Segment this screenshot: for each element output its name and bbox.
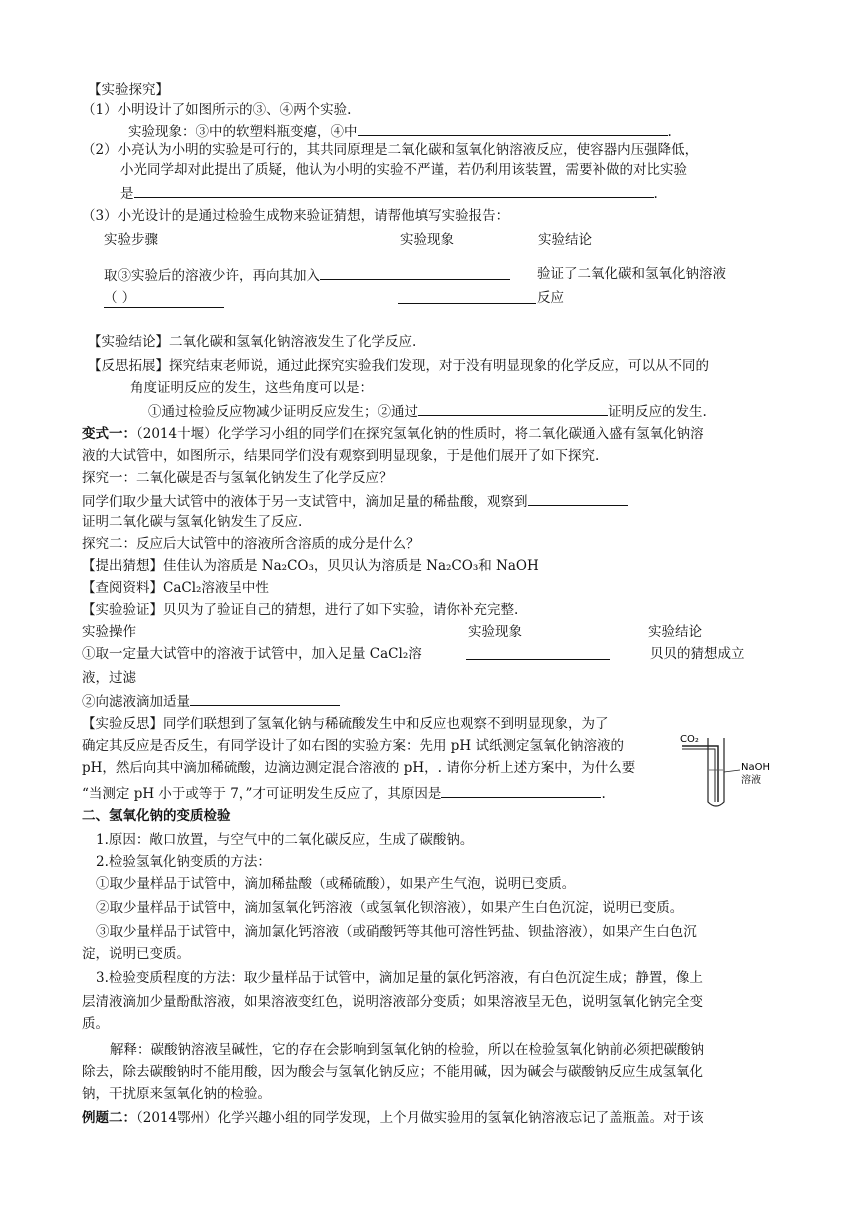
text-line <box>82 993 703 1011</box>
answer-blank[interactable] <box>190 691 340 706</box>
answer-blank[interactable] <box>528 491 628 506</box>
line-text: 探究二：反应后大试管中的溶液所含溶质的成分是什么？ <box>82 536 420 552</box>
answer-blank[interactable] <box>398 289 536 304</box>
text-line <box>104 231 158 249</box>
answer-blank[interactable] <box>358 121 668 136</box>
answer-blank[interactable] <box>466 645 610 660</box>
text-line <box>88 357 709 375</box>
line-text: ①取一定量大试管中的溶液于试管中，加入足量 CaCl₂溶 <box>82 646 422 662</box>
line-text: ①通过检验反应物减少证明反应发生；②通过 <box>148 404 418 420</box>
line-tail: . <box>653 186 658 202</box>
text-line <box>82 601 518 619</box>
line-text: 【实验反思】同学们联想到了氢氧化钠与稀硫酸发生中和反应也观察不到明显现象，为了 <box>82 716 609 732</box>
text-line <box>130 379 373 397</box>
text-line <box>82 623 136 641</box>
line-text: 解释：碳酸钠溶液呈碱性，它的存在会影响到氢氧化钠的检验，所以在检验氢氧化钠前必须把碳酸钠 <box>110 1042 704 1058</box>
line-text: 实验现象 <box>400 232 454 248</box>
text-line <box>82 207 509 225</box>
line-text: 实验结论 <box>648 624 702 640</box>
text-line <box>128 121 672 141</box>
text-line <box>82 1109 704 1127</box>
line-tail: 证明反应的发生. <box>608 404 707 420</box>
text-line <box>82 557 539 575</box>
line-text: ②向滤液滴加适量 <box>82 694 190 710</box>
line-text: 质。 <box>82 1016 109 1032</box>
line-text: pH，然后向其中滴加稀硫酸，边滴边测定混合溶液的 pH，. 请你分析上述方案中，为什么要 <box>82 760 636 776</box>
text-line <box>82 945 190 963</box>
text-line <box>88 333 416 351</box>
answer-blank[interactable] <box>441 783 601 798</box>
line-text: 取③实验后的溶液少许，再向其加入 <box>104 268 320 284</box>
line-text: 【查阅资料】CaCl₂溶液呈中性 <box>82 580 269 596</box>
text-line <box>96 923 697 941</box>
text-line <box>120 161 687 179</box>
text-line <box>104 289 224 308</box>
text-line <box>104 265 510 285</box>
text-line <box>82 715 609 733</box>
text-line <box>96 875 575 893</box>
line-text: 同学们取少量大试管中的液体于另一支试管中，滴加足量的稀盐酸，观察到 <box>82 494 528 510</box>
text-line <box>466 645 610 665</box>
line-text: 是 <box>120 186 134 202</box>
text-line <box>96 969 703 987</box>
co2-label: CO₂ <box>680 734 699 745</box>
text-line <box>82 1085 271 1103</box>
line-text: 【实验验证】贝贝为了验证自己的猜想，进行了如下实验，请你补充完整. <box>82 602 519 618</box>
text-line <box>82 783 606 803</box>
text-line <box>88 81 169 99</box>
text-line <box>82 447 599 465</box>
line-text: 1.原因：敞口放置，与空气中的二氧化碳反应，生成了碳酸钠。 <box>96 832 474 848</box>
line-text: 淀，说明已变质。 <box>82 946 190 962</box>
test-tube-figure <box>678 730 788 810</box>
answer-blank[interactable] <box>320 265 510 280</box>
text-line <box>538 231 592 249</box>
solution-label: 溶液 <box>741 775 761 786</box>
line-text: 实验现象 <box>468 624 522 640</box>
text-line <box>82 645 422 663</box>
text-line <box>82 1063 703 1081</box>
gas-inlet-tube-inner <box>682 749 715 802</box>
line-text: 实验步骤 <box>104 232 158 248</box>
text-line <box>82 579 269 597</box>
text-line <box>537 289 564 307</box>
line-rest: （2014十堰）化学学习小组的同学们在探究氢氧化钠的性质时，将二氧化碳通入盛有氢氧化钠溶 <box>136 426 704 442</box>
line-text: ③取少量样品于试管中，滴加氯化钙溶液（或硝酸钙等其他可溶性钙盐、钡盐溶液），如果产生白色沉 <box>96 924 697 940</box>
text-line <box>82 737 624 755</box>
text-line <box>82 491 628 511</box>
test-tube <box>708 738 724 806</box>
line-text: （3）小光设计的是通过检验生成物来验证猜想，请帮他填写实验报告： <box>82 208 510 224</box>
text-line <box>82 425 704 443</box>
line-text: 证明二氧化碳与氢氧化钠发生了反应. <box>82 514 303 530</box>
line-text: （2）小亮认为小明的实验是可行的，其共同原理是二氧化碳和氢氧化钠溶液反应，使容器内压强降低， <box>82 142 699 158</box>
text-line <box>82 141 698 159</box>
line-text: 例题二： <box>82 1110 136 1126</box>
line-text: （ ） <box>104 289 224 308</box>
line-text: （1）小明设计了如图所示的③、④两个实验. <box>82 102 352 118</box>
text-line <box>96 831 473 849</box>
naoh-label: NaOH <box>741 762 770 773</box>
line-text: “当测定 pH 小于或等于 7，”才可证明发生反应了，其原因是 <box>82 786 442 802</box>
line-tail: . <box>601 786 606 802</box>
line-text: 变式一： <box>82 426 136 442</box>
gas-inlet-tube <box>682 746 718 802</box>
line-text: 贝贝的猜想成立 <box>650 646 745 662</box>
line-text: 【反思拓展】探究结束老师说，通过此探究实验我们发现，对于没有明显现象的化学反应，可以从不同的 <box>88 358 709 374</box>
line-text: 角度证明反应的发生，这些角度可以是： <box>130 380 373 396</box>
line-text: ②取少量样品于试管中，滴加氢氧化钙溶液（或氢氧化钡溶液），如果产生白色沉淀，说明已变质。 <box>96 900 684 916</box>
line-text: 实验操作 <box>82 624 136 640</box>
text-line <box>82 759 635 777</box>
line-text: 实验现象：③中的软塑料瓶变瘪，④中 <box>128 124 358 140</box>
line-text: 【实验探究】 <box>88 82 169 98</box>
line-text: ①取少量样品于试管中，滴加稀盐酸（或稀硫酸），如果产生气泡，说明已变质。 <box>96 876 576 892</box>
text-line <box>110 1041 704 1059</box>
line-text: 钠，干扰原来氢氧化钠的检验。 <box>82 1086 271 1102</box>
text-line <box>96 899 683 917</box>
line-text: 验证了二氧化碳和氢氧化钠溶液 <box>537 266 726 282</box>
text-line <box>468 623 522 641</box>
text-line <box>148 401 707 421</box>
line-tail: . <box>667 124 672 140</box>
answer-blank[interactable] <box>134 183 654 198</box>
text-line <box>82 513 302 531</box>
line-text: 【实验结论】二氧化碳和氢氧化钠溶液发生了化学反应. <box>88 334 417 350</box>
line-text: 3.检验变质程度的方法：取少量样品于试管中，滴加足量的氯化钙溶液，有白色沉淀生成；静置，像上 <box>96 970 703 986</box>
answer-blank[interactable] <box>418 401 608 416</box>
text-line <box>537 265 726 283</box>
text-line <box>120 183 658 203</box>
line-text: 探究一：二氧化碳是否与氢氧化钠发生了化学反应？ <box>82 470 393 486</box>
line-text: 层清液滴加少量酚酞溶液，如果溶液变红色，说明溶液部分变质；如果溶液呈无色，说明氢氧化钠完全变 <box>82 994 703 1010</box>
text-line <box>96 853 271 871</box>
text-line <box>82 669 136 687</box>
line-text: 液，过滤 <box>82 670 136 686</box>
text-line <box>82 807 231 825</box>
line-text: 小光同学却对此提出了质疑，他认为小明的实验不严谨，若仍利用该装置，需要补做的对比实验 <box>120 162 687 178</box>
line-text: 除去，除去碳酸钠时不能用酸，因为酸会与氢氧化钠反应；不能用碱，因为碱会与碳酸钠反应生成氢氧化 <box>82 1064 703 1080</box>
text-line <box>400 231 454 249</box>
line-text: 实验结论 <box>538 232 592 248</box>
text-line <box>82 469 393 487</box>
text-line <box>82 1015 109 1033</box>
text-line <box>650 645 745 663</box>
line-text: 确定其反应是否反生，有同学设计了如右图的实验方案：先用 pH 试纸测定氢氧化钠溶液的 <box>82 738 624 754</box>
line-text: 2.检验氢氧化钠变质的方法： <box>96 854 271 870</box>
text-line <box>398 289 536 309</box>
line-text: 反应 <box>537 290 564 306</box>
line-text: 【提出猜想】佳佳认为溶质是 Na₂CO₃，贝贝认为溶质是 Na₂CO₃和 NaOH <box>82 558 539 574</box>
text-line <box>82 691 340 711</box>
text-line <box>82 101 351 119</box>
text-line <box>648 623 702 641</box>
line-text: 二、氢氧化钠的变质检验 <box>82 808 231 824</box>
line-text: 液的大试管中，如图所示，结果同学们没有观察到明显现象，于是他们展开了如下探究. <box>82 448 600 464</box>
text-line <box>82 535 420 553</box>
line-rest: （2014鄂州）化学兴趣小组的同学发现，上个月做实验用的氢氧化钠溶液忘记了盖瓶盖。对于该 <box>136 1110 704 1126</box>
